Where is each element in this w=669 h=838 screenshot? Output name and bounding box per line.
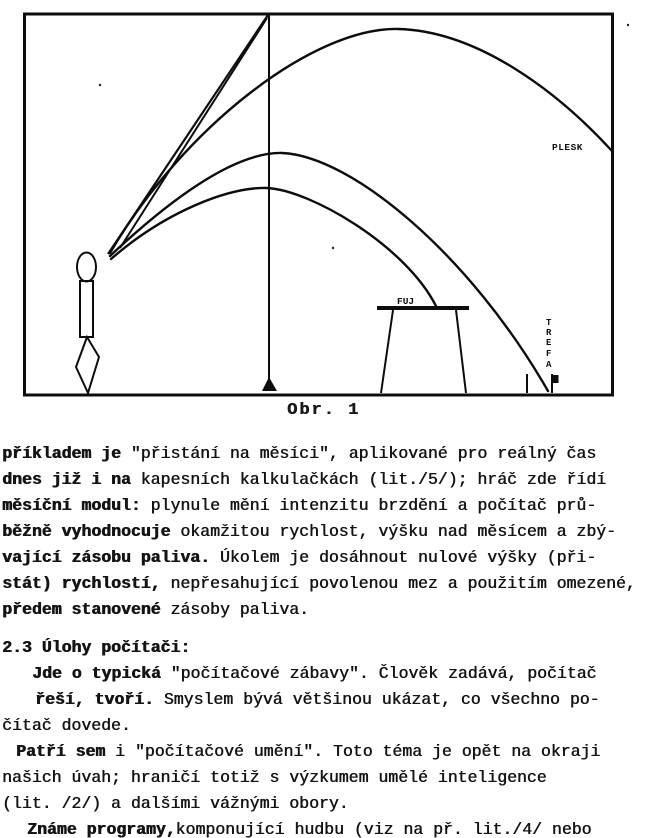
paragraph-moon-landing <box>2 441 667 623</box>
text-line <box>2 661 667 687</box>
text-line <box>2 765 667 791</box>
text-segment: dnes již i na <box>2 470 141 489</box>
label-trefa-vertical <box>546 318 552 370</box>
body-text <box>2 441 667 838</box>
text-segment: (lit. /2/) a dalšími vážnými obory. <box>2 794 349 813</box>
scan-speck <box>99 84 101 86</box>
text-line <box>2 441 667 467</box>
trefa-letter: A <box>546 360 552 370</box>
trefa-letter: T <box>546 318 552 328</box>
stick-figure <box>76 253 99 394</box>
table-leg-left <box>381 310 393 393</box>
text-segment: vající zásobu paliva. <box>2 548 220 567</box>
text-segment: našich úvah; hraničí totiž s výzkumem umělé inteligence <box>2 768 547 787</box>
text-segment: plynule mění intenzitu brzdění a počítač prů- <box>150 496 597 515</box>
text-line <box>2 597 667 623</box>
aim-line-inner <box>120 18 267 248</box>
text-line <box>2 571 667 597</box>
text-segment: čítač dovede. <box>2 716 131 735</box>
text-segment: "přistání na měsíci", aplikované pro reálný čas <box>130 444 597 463</box>
text-line <box>2 545 667 571</box>
text-segment: předem stanovené <box>2 600 171 619</box>
scan-speck <box>332 247 334 249</box>
stick-figure-legs <box>76 337 99 393</box>
text-segment: stát) rychlostí, <box>2 574 171 593</box>
trajectory-arc-fuj <box>111 188 436 306</box>
target-flag <box>552 374 559 393</box>
text-line <box>2 519 667 545</box>
trefa-letter: E <box>546 338 552 348</box>
text-line <box>2 739 667 765</box>
heading-2-3 <box>2 635 667 661</box>
paragraph-music-programs <box>2 817 667 838</box>
text-line <box>2 713 667 739</box>
label-plesk: PLESK <box>552 142 584 153</box>
pole-base-triangle <box>262 377 277 391</box>
text-segment: běžně vyhodnocuje <box>2 522 181 541</box>
stick-figure-torso <box>80 281 93 337</box>
paragraph-computer-tasks <box>2 661 667 739</box>
text-segment: nepřesahující povolenou mez a použitím omezené, <box>170 574 636 593</box>
text-segment: Smyslem bývá většinou ukázat, co všechno po- <box>163 690 600 709</box>
text-segment: kapesních kalkulačkách (lit./5/); hráč zde řídí <box>140 470 607 489</box>
stick-figure-head <box>77 253 96 282</box>
text-segment: zásoby paliva. <box>170 600 309 619</box>
paragraph-computer-art <box>2 739 667 817</box>
text-line <box>2 817 667 838</box>
text-line <box>2 467 667 493</box>
text-line <box>2 635 667 661</box>
text-segment: Patří sem <box>16 742 116 761</box>
text-segment: i "počítačové umění". Toto téma je opět na okraji <box>115 742 601 761</box>
text-segment: komponující hudbu (viz na př. lit./4/ nebo <box>175 820 592 838</box>
text-segment: Známe programy, <box>27 820 176 838</box>
text-segment: řeší, tvoří. <box>35 690 164 709</box>
trefa-letter: F <box>546 349 552 359</box>
text-segment: 2.3 Úlohy počítači: <box>2 638 191 657</box>
trefa-letter: R <box>546 328 552 338</box>
scan-speck <box>627 24 629 26</box>
table-target <box>377 308 469 393</box>
text-line <box>2 687 667 713</box>
text-segment: měsíční modul: <box>2 496 151 515</box>
text-line <box>2 493 667 519</box>
text-line <box>2 791 667 817</box>
trajectory-arc-trefa <box>110 153 548 391</box>
table-leg-right <box>456 310 466 393</box>
text-segment: "počítačové zábavy". Člověk zadává, počítač <box>170 664 597 683</box>
text-segment: okamžitou rychlost, výšku nad měsícem a zbý- <box>180 522 616 541</box>
figure-caption: Obr. 1 <box>287 401 361 420</box>
text-segment: Úkolem je dosáhnout nulové výšky (při- <box>219 548 597 567</box>
trajectory-arc-plesk <box>110 29 612 253</box>
text-segment: příkladem je <box>2 444 131 463</box>
text-segment: Jde o typická <box>32 664 171 683</box>
label-fuj: FUJ <box>397 296 415 307</box>
